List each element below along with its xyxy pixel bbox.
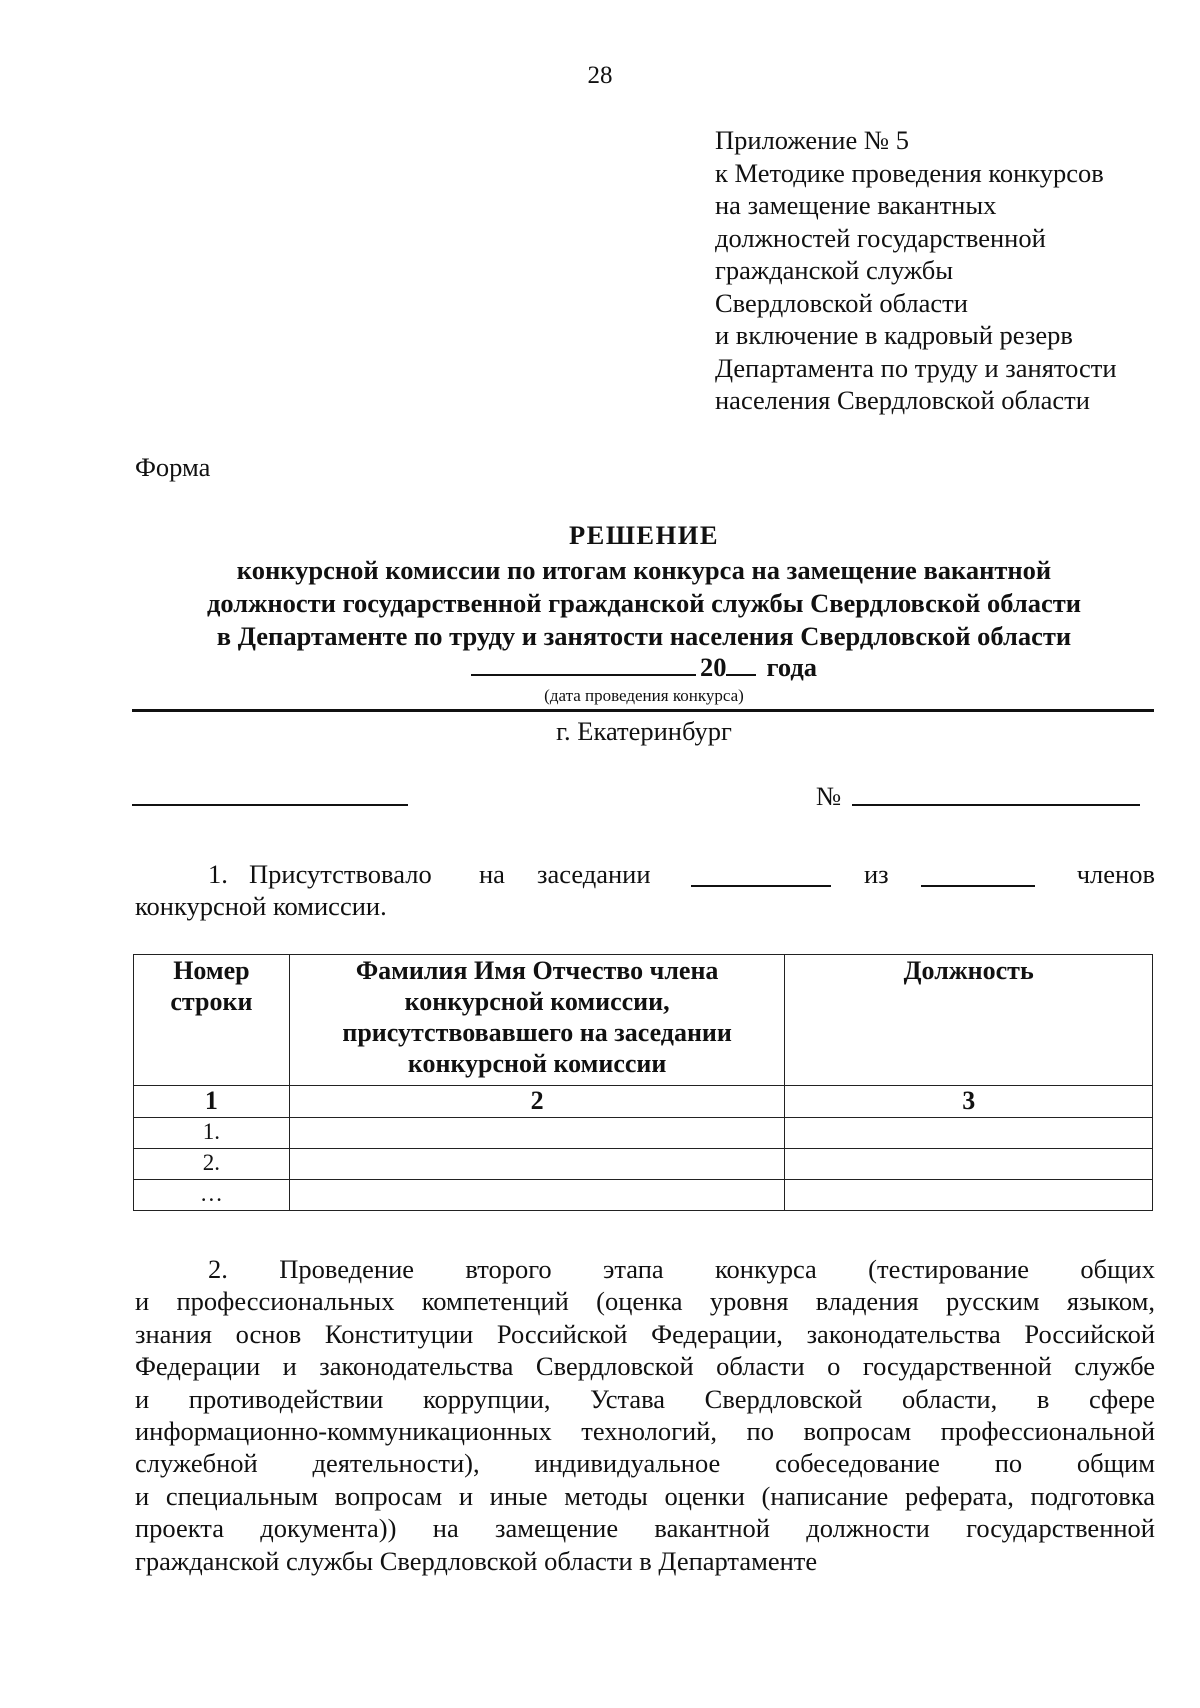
paragraph-2 <box>135 1253 1155 1577</box>
p1-word: из <box>864 859 889 889</box>
table-row <box>134 1180 1153 1211</box>
p2-last-line: гражданской службы Свердловской области в Департаменте <box>135 1545 818 1576</box>
position-cell[interactable] <box>785 1149 1153 1180</box>
year-suffix: года <box>766 652 817 682</box>
year-prefix: 20 <box>699 652 727 682</box>
members-table <box>133 954 1153 1211</box>
header-full-name: Фамилия Имя Отчество члена конкурсной комиссии, присутствовавшего на заседании конкурсной комиссии <box>289 955 785 1086</box>
full-name-cell[interactable] <box>289 1149 785 1180</box>
appendix-block <box>715 124 1165 417</box>
number-sign: № <box>816 781 842 811</box>
appendix-line: Департамента по труду и занятости <box>715 352 1117 383</box>
title-line-3: в Департаменте по труду и занятости населения Свердловской области <box>216 621 1072 651</box>
total-count-field[interactable] <box>921 885 1035 887</box>
row-number: … <box>134 1180 290 1211</box>
appendix-line: и включение в кадровый резерв <box>715 320 1073 350</box>
p2-line: проекта документа)) на замещение вакантной должности государственной <box>135 1513 1155 1544</box>
p1-number: 1. <box>208 859 228 889</box>
document-heading: РЕШЕНИЕ <box>568 520 720 550</box>
full-name-cell[interactable] <box>289 1180 785 1211</box>
p1-word: Присутствовало <box>249 859 432 889</box>
title-line-2: должности государственной гражданской службы Свердловской области <box>207 588 1081 618</box>
row-number: 1. <box>134 1118 290 1149</box>
appendix-line: должностей государственной <box>715 222 1046 253</box>
p2-line: и профессиональных компетенций (оценка уровня владения русским языком, <box>135 1286 1155 1317</box>
full-name-cell[interactable] <box>289 1118 785 1149</box>
date-blank-field[interactable] <box>471 652 696 676</box>
p2-line: 2. Проведение второго этапа конкурса (тестирование общих <box>208 1254 1155 1284</box>
date-caption: (дата проведения конкурса) <box>544 686 744 705</box>
form-label: Форма <box>135 452 211 482</box>
p1-line-2: конкурсной комиссии. <box>135 891 387 921</box>
decision-date-field[interactable] <box>132 804 408 806</box>
p2-line: Федерации и законодательства Свердловской области о государственной службе <box>135 1351 1155 1382</box>
header-row-number: Номер строки <box>134 955 290 1086</box>
table-row <box>134 1149 1153 1180</box>
p2-line: знания основ Конституции Российской Федерации, законодательства Российской <box>135 1318 1155 1349</box>
column-index: 3 <box>785 1086 1153 1118</box>
present-count-field[interactable] <box>691 885 831 887</box>
p2-line: информационно-коммуникационных технологий, по вопросам профессиональной <box>135 1416 1155 1447</box>
appendix-line: к Методике проведения конкурсов <box>715 157 1104 188</box>
column-index: 2 <box>289 1086 785 1118</box>
year-blank-field[interactable] <box>726 652 756 676</box>
title-line-1: конкурсной комиссии по итогам конкурса на замещение вакантной <box>236 555 1052 585</box>
row-number: 2. <box>134 1149 290 1180</box>
p2-line: служебной деятельности), индивидуальное собеседование по общим <box>135 1448 1155 1479</box>
p1-word: членов <box>1076 859 1155 889</box>
p1-word: заседании <box>537 859 651 889</box>
divider <box>132 709 1154 712</box>
position-cell[interactable] <box>785 1118 1153 1149</box>
page-number: 28 <box>587 62 613 89</box>
appendix-line: на замещение вакантных <box>715 190 997 220</box>
decision-number-field[interactable] <box>852 804 1140 806</box>
table-row <box>134 1118 1153 1149</box>
p2-line: и специальным вопросам и иные методы оценки (написание реферата, подготовка <box>135 1480 1155 1511</box>
column-index: 1 <box>134 1086 290 1118</box>
appendix-line: Приложение № 5 <box>715 125 910 155</box>
p1-word: на <box>479 859 505 889</box>
city: г. Екатеринбург <box>556 716 732 746</box>
appendix-line: гражданской службы <box>715 255 954 285</box>
position-cell[interactable] <box>785 1180 1153 1211</box>
date-line <box>0 652 1200 683</box>
appendix-line: населения Свердловской области <box>715 385 1090 415</box>
appendix-line: Свердловской области <box>715 287 968 318</box>
paragraph-1 <box>135 858 1155 922</box>
p2-line: и противодействии коррупции, Устава Свердловской области, в сфере <box>135 1383 1155 1414</box>
header-position: Должность <box>785 955 1153 1086</box>
